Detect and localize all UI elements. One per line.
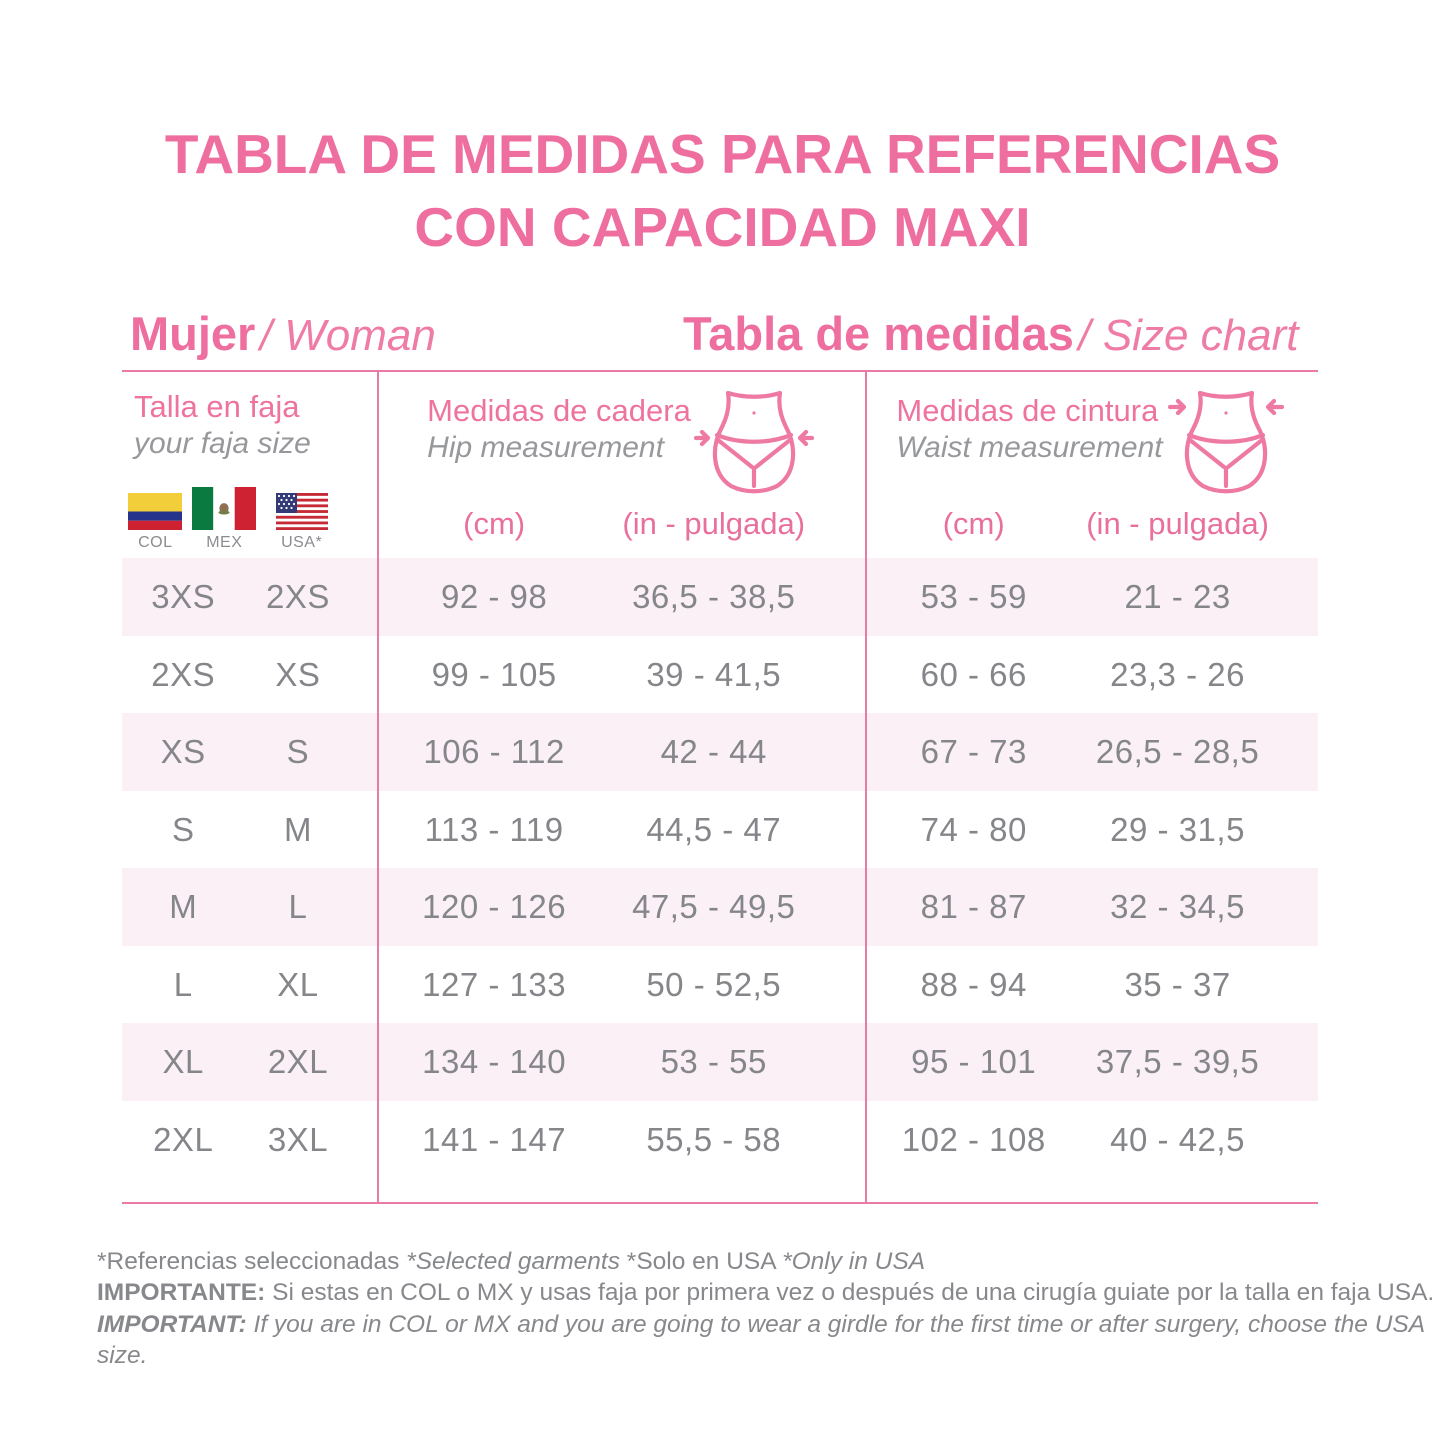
size-colmex: 3XS bbox=[151, 578, 216, 616]
table-bottom-gap bbox=[122, 1178, 1318, 1202]
table-row bbox=[122, 791, 1318, 869]
footnote-usa-only-en: *Only in USA bbox=[782, 1248, 926, 1276]
footnotes bbox=[97, 1246, 1445, 1370]
table-row bbox=[122, 1101, 1318, 1179]
important-text-en: If you are in COL or MX and you are going to wear a girdle for the first time or after surgery, choose the USA size. bbox=[97, 1310, 1425, 1369]
size-column-subtitle: your faja size bbox=[134, 427, 311, 461]
section-headers bbox=[130, 306, 1445, 370]
table-divider-1 bbox=[377, 372, 379, 1202]
hip-in: 42 - 44 bbox=[660, 733, 767, 771]
hip-column-subtitle: Hip measurement bbox=[427, 431, 664, 465]
size-chart-header-en: / Size chart bbox=[1078, 311, 1299, 361]
hip-cm: 106 - 112 bbox=[423, 733, 565, 771]
waist-cm: 81 - 87 bbox=[920, 888, 1027, 926]
mexico-flag-icon bbox=[192, 487, 256, 530]
hip-cm: 134 - 140 bbox=[422, 1043, 567, 1081]
size-colmex: M bbox=[169, 888, 198, 926]
important-text-es: Si estas en COL o MX y usas faja por primera vez o después de una cirugía guiate por la talla en faja USA. bbox=[272, 1279, 1435, 1307]
waist-cm: 67 - 73 bbox=[920, 733, 1027, 771]
size-chart-header-es: Tabla de medidas bbox=[683, 307, 1074, 361]
colmex-flags-group bbox=[134, 487, 251, 552]
waist-cm: 60 - 66 bbox=[920, 655, 1027, 693]
size-column-header bbox=[122, 372, 377, 558]
footnote-references bbox=[97, 1246, 1445, 1277]
table-row bbox=[122, 713, 1318, 791]
waist-cm: 102 - 108 bbox=[901, 1120, 1046, 1158]
hip-in: 47,5 - 49,5 bbox=[632, 888, 796, 926]
footnote-references-en: *Selected garments bbox=[406, 1248, 627, 1276]
colombia-flag-label: COL bbox=[138, 533, 173, 551]
important-label-es: IMPORTANTE: bbox=[97, 1279, 273, 1307]
hip-cm: 141 - 147 bbox=[422, 1120, 567, 1158]
table-row bbox=[122, 946, 1318, 1024]
waist-cm: 53 - 59 bbox=[920, 578, 1027, 616]
hip-unit-cm: (cm) bbox=[463, 506, 526, 542]
size-colmex: S bbox=[171, 810, 195, 848]
usa-flag-icon bbox=[276, 493, 328, 530]
waist-in: 26,5 - 28,5 bbox=[1095, 733, 1260, 771]
hip-cm: 120 - 126 bbox=[422, 888, 567, 926]
hip-measurement-icon bbox=[693, 386, 815, 498]
waist-cm: 95 - 101 bbox=[911, 1043, 1037, 1081]
hip-in: 55,5 - 58 bbox=[646, 1120, 782, 1158]
hip-cm: 92 - 98 bbox=[440, 578, 548, 616]
waist-unit-in: (in - pulgada) bbox=[1086, 506, 1269, 542]
table-row bbox=[122, 868, 1318, 946]
size-usa: 2XL bbox=[267, 1043, 329, 1081]
waist-in: 40 - 42,5 bbox=[1110, 1120, 1245, 1158]
table-divider-2 bbox=[865, 372, 867, 1202]
size-column-title: Talla en faja bbox=[134, 389, 300, 425]
size-usa: L bbox=[288, 888, 308, 926]
hip-in: 44,5 - 47 bbox=[646, 810, 782, 848]
woman-header-en: / Woman bbox=[259, 311, 436, 361]
waist-column-header bbox=[865, 372, 1318, 558]
woman-header-es: Mujer bbox=[130, 307, 256, 361]
hip-column-header bbox=[377, 372, 865, 558]
size-usa: M bbox=[283, 810, 312, 848]
size-colmex: 2XL bbox=[153, 1120, 214, 1158]
hip-in: 50 - 52,5 bbox=[646, 965, 782, 1003]
colombia-flag bbox=[128, 487, 182, 552]
size-colmex: 2XS bbox=[151, 655, 216, 693]
waist-in: 21 - 23 bbox=[1124, 578, 1231, 616]
colombia-flag-icon bbox=[128, 493, 182, 530]
page-title bbox=[0, 0, 1445, 264]
waist-in: 35 - 37 bbox=[1124, 965, 1231, 1003]
size-usa: S bbox=[286, 733, 310, 771]
hip-units-row bbox=[377, 506, 865, 558]
mexico-flag bbox=[192, 487, 256, 552]
hip-unit-in: (in - pulgada) bbox=[622, 506, 806, 542]
size-table bbox=[122, 370, 1318, 1204]
hip-cm: 113 - 119 bbox=[424, 810, 564, 848]
table-row bbox=[122, 1023, 1318, 1101]
waist-column-title: Medidas de cintura bbox=[896, 393, 1159, 429]
size-usa: 3XL bbox=[267, 1120, 329, 1158]
waist-measurement-icon bbox=[1165, 386, 1287, 498]
footnote-references-es: *Referencias seleccionadas bbox=[97, 1248, 407, 1276]
woman-section-header bbox=[130, 306, 436, 361]
waist-in: 23,3 - 26 bbox=[1110, 655, 1245, 693]
waist-cm: 74 - 80 bbox=[920, 810, 1027, 848]
table-header bbox=[122, 372, 1318, 558]
hip-cm: 127 - 133 bbox=[422, 965, 567, 1003]
size-colmex: L bbox=[173, 965, 193, 1003]
footnote-important-es bbox=[97, 1277, 1445, 1308]
hip-in: 39 - 41,5 bbox=[646, 655, 782, 693]
waist-column-subtitle: Waist measurement bbox=[896, 431, 1163, 465]
size-colmex: XL bbox=[162, 1043, 204, 1081]
important-label-en: IMPORTANT: bbox=[97, 1310, 254, 1338]
hip-cm: 99 - 105 bbox=[431, 655, 557, 693]
footnote-usa-only-es: *Solo en USA bbox=[626, 1248, 783, 1276]
waist-in: 32 - 34,5 bbox=[1110, 888, 1245, 926]
mexico-flag-label: MEX bbox=[206, 533, 243, 551]
size-colmex: XS bbox=[160, 733, 206, 771]
size-usa: XL bbox=[277, 965, 319, 1003]
hip-in: 36,5 - 38,5 bbox=[632, 578, 796, 616]
size-usa: 2XS bbox=[266, 578, 330, 616]
page-title-line2: CON CAPACIDAD MAXI bbox=[414, 196, 1031, 259]
size-chart-section-header bbox=[683, 306, 1298, 361]
usa-flag bbox=[276, 487, 328, 552]
table-row bbox=[122, 558, 1318, 636]
waist-unit-cm: (cm) bbox=[942, 506, 1005, 542]
table-row bbox=[122, 636, 1318, 714]
usa-flag-label: USA* bbox=[281, 533, 323, 551]
waist-cm: 88 - 94 bbox=[920, 965, 1027, 1003]
footnote-important-en bbox=[97, 1309, 1445, 1371]
waist-in: 29 - 31,5 bbox=[1110, 810, 1245, 848]
page-title-line1: TABLA DE MEDIDAS PARA REFERENCIAS bbox=[164, 123, 1281, 185]
size-usa: XS bbox=[275, 655, 321, 693]
waist-in: 37,5 - 39,5 bbox=[1095, 1043, 1260, 1081]
hip-column-title: Medidas de cadera bbox=[427, 393, 691, 429]
waist-units-row bbox=[865, 506, 1318, 558]
flags-row bbox=[134, 487, 377, 552]
hip-in: 53 - 55 bbox=[660, 1043, 767, 1081]
usa-flag-group bbox=[251, 487, 353, 552]
